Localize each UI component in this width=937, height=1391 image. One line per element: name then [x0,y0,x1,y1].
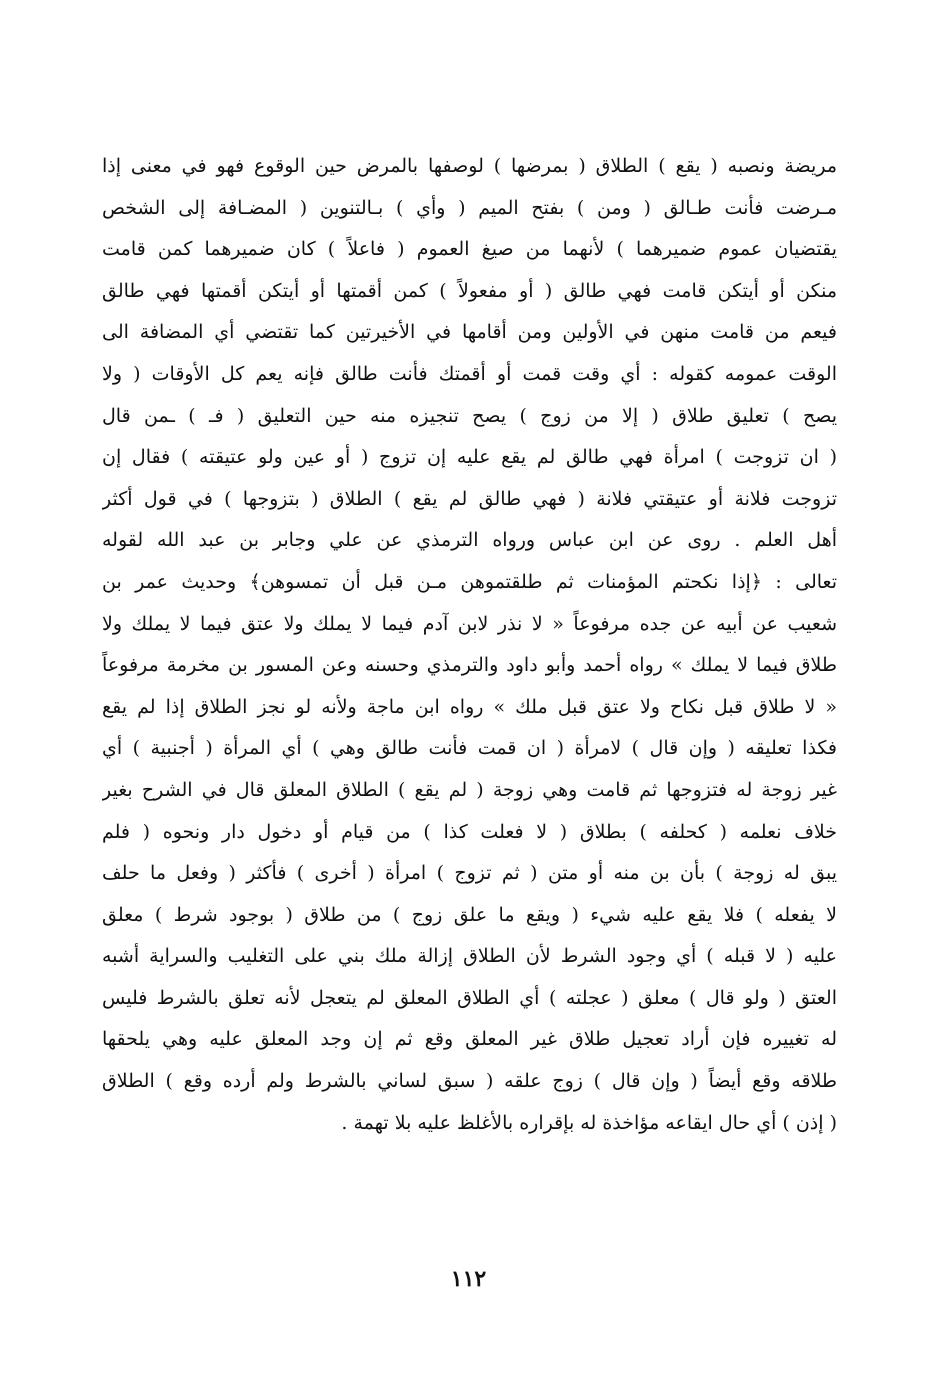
text-line: مريضة ونصبه ( يقع ) الطلاق ( بمرضها ) لوصفها بالمرض حين الوقوع فهو في معنى إذا [102,155,837,177]
text-line: مـرضت فأنت طـالق ( ومن ) بفتح الميم ( وأي ) بـالتنوين ( المضـافة إلى الشخص [102,196,837,219]
text-line: يقتضيان عموم ضميرهما ) لأنهما من صيغ العموم ( فاعلاً ) كان ضميرهما كمن قامت [102,238,837,261]
text-line: ( إذن ) أي حال ايقاعه مؤاخذة له بإقراره بالأغلظ عليه بلا تهمة . [341,1111,837,1134]
text-line: طلاقه وقع أيضاً ( وإن قال ) زوج علقه ( سبق لساني بالشرط ولم أرده وقع ) الطلاق [102,1070,837,1093]
text-line: خلاف نعلمه ( كحلفه ) بطلاق ( لا فعلت كذا ) من قيام أو دخول دار ونحوه ( فلم [102,820,837,843]
text-line: تزوجت فلانة أو عتيقتي فلانة ( فهي طالق لم يقع ) الطلاق ( بتزوجها ) في قول أكثر [102,487,837,510]
text-line: « لا طلاق قبل نكاح ولا عتق قبل ملك » رواه ابن ماجة ولأنه لو نجز الطلاق إذا لم يقع [102,695,837,718]
text-line: يصح ) تعليق طلاق ( إلا من زوج ) يصح تنجيزه منه حين التعليق ( فـ ) ـمن قال [102,404,837,427]
text-line: شعيب عن أبيه عن جده مرفوعاً « لا نذر لابن آدم فيما لا يملك ولا عتق فيما لا يملك ولا [102,612,837,635]
text-line: عليه ( لا قبله ) أي وجود الشرط لأن الطلاق إزالة ملك بني على التغليب والسراية أشبه [102,945,837,968]
text-line: فيعم من قامت منهن في الأولين ومن أقامها في الأخيرتين كما تقتضي أي المضافة الى [102,321,837,344]
text-line: منكن أو أيتكن قامت فهي طالق ( أو مفعولاً ) كمن أقمتها أو أيتكن أقمتها فهي طالق [102,279,837,302]
text-line: أهل العلم . روى عن ابن عباس ورواه الترمذي عن علي وجابر بن عبد الله لقوله [102,529,837,552]
text-line: ( ان تزوجت ) امرأة فهي طالق لم يقع عليه إن تزوج ( أو عين ولو عتيقته ) فقال إن [102,446,837,469]
page-number: ١١٢ [450,1266,487,1292]
text-line: لا يفعله ) فلا يقع عليه شيء ( ويقع ما علق زوج ) من طلاق ( بوجود شرط ) معلق [102,903,837,926]
body-text [102,146,837,1144]
text-line: طلاق فيما لا يملك » رواه أحمد وأبو داود والترمذي وحسنه وعن المسور بن مخرمة مرفوعاً [102,654,837,677]
text-line: تعالى : ﴿إذا نكحتم المؤمنات ثم طلقتموهن مـن قبل أن تمسوهن﴾ وحديث عمر بن [102,570,837,593]
text-line: الوقت عمومه كقوله : أي وقت قمت أو أقمتك فأنت طالق فإنه يعم كل الأوقات ( ولا [102,362,837,385]
text-line: له تغييره فإن أراد تعجيل طلاق غير المعلق وقع ثم إن وجد المعلق عليه وهي يلحقها [102,1028,837,1051]
text-line: فكذا تعليقه ( وإن قال ) لامرأة ( ان قمت فأنت طالق وهي ) أي المرأة ( أجنبية ) أي [102,737,837,760]
text-line: يبق له زوجة ) بأن بن منه أو متن ( ثم تزوج ) امرأة ( أخرى ) فأكثر ( وفعل ما حلف [102,862,837,885]
text-line: العتق ( ولو قال ) معلق ( عجلته ) أي الطلاق المعلق لم يتعجل لأنه تعلق بالشرط فليس [102,986,837,1009]
text-line: غير زوجة له فتزوجها ثم قامت وهي زوجة ( لم يقع ) الطلاق المعلق قال في الشرح بغير [102,778,837,801]
